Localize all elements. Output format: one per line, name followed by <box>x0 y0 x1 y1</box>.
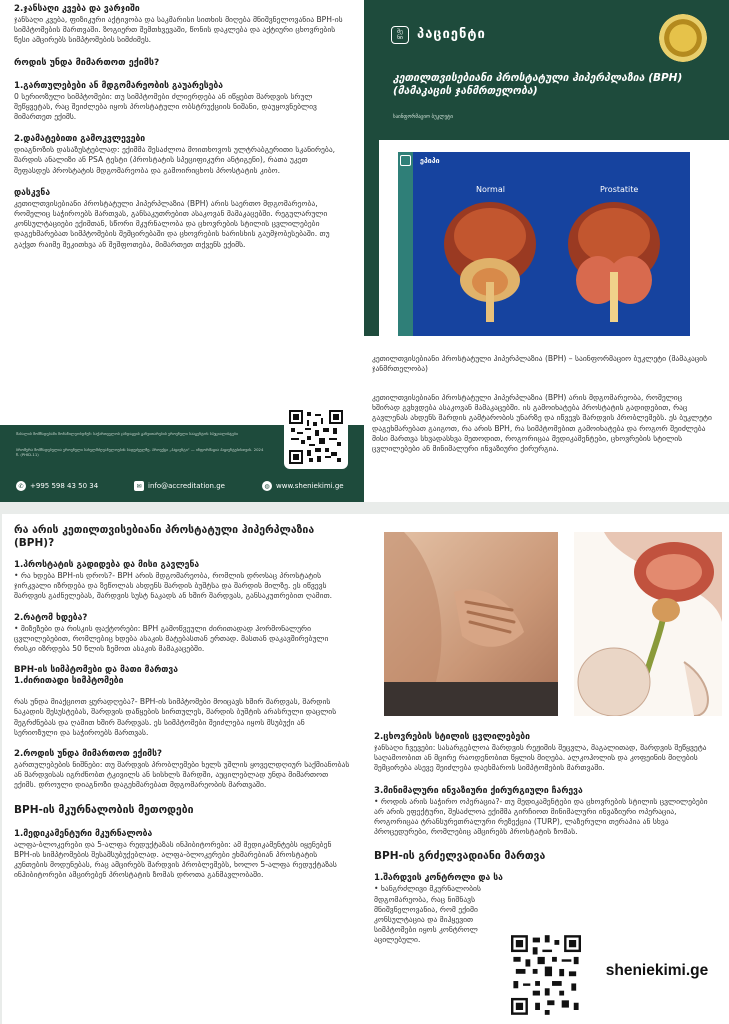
section-heading: BPH-ის სიმპტომები და მათი მართვა <box>14 665 178 676</box>
section-heading: BPH-ის გრძელვადიანი მართვა <box>374 850 546 863</box>
section-text: რას უნდა მიაქციოთ ყურადღება?- BPH-ის სიმპტომები მოიცავს ხშირ შარდვას, შარდის ნაკადის შესუსტებას, შარდვის დაწყების სირთულეს, შარდის ბუშტის არასრული დაცლის შეგრძნებას და ღამით ხშირ შარდვას. ეს სიმპტომები შეიძლება იყოს მსუბუქი ან სერიოზული და საჭიროებს მართვას. <box>14 697 337 737</box>
brand-name: პაციენტი <box>417 27 486 42</box>
section-text: • მიზეზები და რისკის ფაქტორები: BPH გამოწვეული ძირითადად ჰორმონალური ცვლილებებით, რომლებიც ხდება ასაკის მატებასთან ერთად. მასთან დაკავშირებული რისკი იზრდება 50 წლის ზემოთ ასაკის მამაკაცებში. <box>14 623 329 654</box>
website-link: www.sheniekimi.ge <box>276 482 344 490</box>
brochure-outer-page <box>0 0 729 502</box>
anatomy-illustration <box>574 532 722 716</box>
qr-code-large[interactable] <box>508 932 584 1018</box>
section-text: ალფა-ბლოკერები და 5-ალფა რედუქტაზას ინჰიბიტორები: ამ მედიკამენტებს იყენებენ BPH-ის სიმპტომების შესამსუბუქებლად. ალფა-ბლოკერები ეხმარებიან პროსტატის კუნთების მოდუნებას, რაც ამცირებს შარდვის პრობლემებს, ხოლო 5-ალფა რედუქტაზას ინჰიბიტორები ამცირებენ პროსტატის ზომას დროთა განმავლობაში. <box>14 839 337 880</box>
brand-logo-icon: შე ნი <box>391 26 409 44</box>
section-subheading: 1.ძირითადი სიმპტომები <box>14 676 124 687</box>
section-text: • ხანგრძლივი მკურნალობის მდგომარეობა, რაც ნიშნავს მნიშვნელოვანია, რომ ექიმი კონსულტაცია და მიჰყევით სიმპტომები იყოს კონტროლ აცილებული. <box>374 884 481 945</box>
section-heading: დასკვნა <box>14 187 51 198</box>
section-text: 0 სერიოზული სიმპტომები: თუ სიმპტომები ძლიერდება ან იწყებთ შარდვის სრულ შეწყვეტას, რაც შეიძლება იყოს პროსტატული ობსტრუქციის ნიშანი, დაუყოვნებლივ მიმართეთ ექიმს. <box>14 91 317 122</box>
brochure-inner-page <box>2 514 729 1024</box>
website-badge-text: sheniekimi.ge <box>605 962 709 979</box>
mail-icon: ✉ <box>134 481 144 491</box>
brochure-title: კეთილთვისებიანი პროსტატული ჰიპერპლაზია (BPH) (მამაკაცის ჯანმრთელობა) <box>393 72 683 97</box>
anatomy-drawing <box>574 532 722 716</box>
section-heading: როდის უნდა მიმართოთ ექიმს? <box>14 57 160 68</box>
website-badge[interactable] <box>586 950 728 992</box>
prostate-drawing <box>398 152 690 336</box>
back-pain-photo <box>384 532 558 716</box>
qr-code-graphic <box>511 935 581 1015</box>
image-caption: კეთილთვისებიანი პროსტატული ჰიპერპლაზია (BPH) – საინფორმაციო ბუკლეტი (მამაკაცის ჯანმრთელობა) <box>372 354 708 374</box>
section-heading: 1.გართულებები ან მდგომარეობის გაუარესება <box>14 80 224 91</box>
brochure-subtitle: საინფორმაციო ბუკლეტი <box>393 114 453 120</box>
section-heading: 2.რატომ ხდება? <box>14 612 88 623</box>
contact-footer <box>0 425 364 502</box>
web-contact[interactable] <box>262 481 344 491</box>
section-heading: 2.ჯანსაღი კვება და ვარჯიში <box>14 4 140 14</box>
cover-title-block <box>379 0 729 140</box>
image-tag: ეპიპი <box>420 157 440 165</box>
label-prostatite: Prostatite <box>600 185 639 194</box>
section-text: ჯანსაღი კვება, ფიზიკური აქტივობა და საკმარისი სითხის მიღება მნიშვნელოვანია BPH-ის სიმპტომების მართვაში. ზოგიერთ შემთხვევაში, წონის დაკლება და აქტიური ცხოვრების წესი ამცირებს სიმპტომების სიმძიმეს. <box>14 15 343 45</box>
section-text: • როდის არის საჭირო ოპერაცია?- თუ მედიკამენტები და ცხოვრების სტილის ცვლილებები არ არის ეფექტური, შესაძლოა ექიმმა გირჩიოთ მინიმალური ინვაზიური ოპერაცია, როგორიცაა ტრანსურეთრალური რეზექცია (TURP), ლაზერული თერაპია ან სხვა პროცედურები, რომლებიც ამცირებს პროსტატის ზომას. <box>374 796 708 837</box>
qr-code-graphic <box>289 410 343 464</box>
section-heading: 1.შარდვის კონტროლი და სა <box>374 873 503 884</box>
credits-text: მასალის მომზადებაში მონაწილეობდნენ: საქართველოს ჯანდაცვის განვითარების ეროვნული სააგენტოს სპეციალისტები <box>16 431 238 436</box>
section-text: ჯანსაღი ჩვევები: სასარგებლოა შარდვის რეჟიმის შეცვლა, მაგალითად, შარდვის შეწყვეტა საღამოობით ან მცირე რაოდენობით წყლის მიღება. ალკოჰოლის და კოფეინის მიღების შემცირება ასევე შეიძლება დაეხმაროს სიმპტომების მართვაში. <box>374 743 707 773</box>
section-subheading: 1.მედიკამენტური მკურნალობა <box>14 828 153 839</box>
section-heading: 2.როდის უნდა მიმართოთ ექიმს? <box>14 749 162 760</box>
credits-text: ბროშურა მომზადებულია ეროვნული სახელმძღვანელოების საფუძველზე. პროექტი „პაციენტი“ — ინფორმაცია პაციენტებისთვის. 2024 წ. (PHID-11) <box>16 447 264 457</box>
prostate-illustration <box>398 152 690 336</box>
section-heading: 1.პროსტატის გადიდება და მისი გავლენა <box>14 560 200 570</box>
section-heading: 2.დამატებითი გამოკვლევები <box>14 134 146 145</box>
phone-number: +995 598 43 50 34 <box>30 482 99 490</box>
section-text: გართულებების ნიშნები: თუ შარდვის პრობლემები ხელს უშლის ყოველდღიურ საქმიანობას ან შარდვისას იგრძნობთ ტკივილს ან სისხლს შარდში, აუცილებლად უნდა მიმართოთ ექიმს. დროული დიაგნოზი დაგეხმარებათ მდგომარეობის მართვაში. <box>14 760 350 790</box>
section-text: • რა ხდება BPH-ის დროს?- BPH არის მდგომარეობა, რომლის დროსაც პროსტატის ჯირკვალი იზრდება და ზეწოლას ახდენს შარდის ბუშტსა და შარდის მილზე. ეს იწვევს შარდვის გაძნელებას, შარდვის სუსტ ნაკადს ან ხშირ შარდვას, განსაკუთრებით ღამით. <box>14 571 333 601</box>
email-address: info@accreditation.ge <box>148 482 225 490</box>
qr-code[interactable] <box>284 405 348 469</box>
section-text: დიაგნოზის დასაზუსტებლად: ექიმმა შესაძლოა მოითხოვოს ულტრაბგერითი სკანირება, შარდის ანალიზი ან PSA ტესტი (პროსტატის სპეციფიკური ანტიგენი), რათა უკეთ შეფასდეს პროსტატის მდგომარეობა და გამოირიცხოს პროსტატის კიბო. <box>14 145 336 175</box>
left-column <box>14 4 344 250</box>
section-text: კეთილთვისებიანი პროსტატული ჰიპერპლაზია (BPH) არის საერთო მდგომარეობა, რომელიც საჭიროებს მართვას, განსაკუთრებით ასაკოვან მამაკაცებში. რეგულარული კონსულტაციები ექიმთან, სწორი მკურნალობა და ცხოვრების სტილის ცვლილებები დაგეხმარებათ სიმპტომების შემცირებაში და ცხოვრების ხარისხის გაუმჯობესებაში. თუ გაქვთ რაიმე შეკითხვა ან შეშფოთება, მიმართეთ თქვენს ექიმს. <box>14 198 330 249</box>
section-heading: 3.მინიმალური ინვაზიური ქირურგიული ჩარევა <box>374 785 583 796</box>
section-heading: 2.ცხოვრების სტილის ცვლილებები <box>374 732 530 742</box>
back-pain-drawing <box>384 532 558 716</box>
globe-icon: ◍ <box>262 481 272 491</box>
email-contact[interactable] <box>134 481 225 491</box>
intro-text: კეთილთვისებიანი პროსტატული ჰიპერპლაზია (BPH) არის მდგომარეობა, რომელიც ხშირად გვხვდება ასაკოვან მამაკაცებში. ის გამოიხატება პროსტატის გადიდებით, რაც გავლენას ახდენს შარდის გამტარობის უნარზე და იწვევს შარდვის პრობლემებს. ეს ბუკლეტი დაგეხმარებათ გაიგოთ, რა არის BPH, რა სიმპტომებით გამოიხატება და როგორ შეიძლება მისი მართვა სხვადასხვა მეთოდით, როგორიცაა მედიკამენტები, ცხოვრების სტილის ცვლილებები ან მინიმალური ინვაზიური ქირურგია. <box>372 393 712 454</box>
cover-side-band <box>364 0 379 336</box>
section-heading: BPH-ის მკურნალობის მეთოდები <box>14 803 194 816</box>
accreditation-seal-icon <box>659 14 707 62</box>
page-title: რა არის კეთილთვისებიანი პროსტატული ჰიპერპლაზია (BPH)? <box>14 524 315 549</box>
phone-icon: ✆ <box>16 481 26 491</box>
label-normal: Normal <box>476 185 505 194</box>
phone-contact[interactable] <box>16 481 98 491</box>
right-column <box>374 732 716 946</box>
left-column <box>14 524 350 880</box>
